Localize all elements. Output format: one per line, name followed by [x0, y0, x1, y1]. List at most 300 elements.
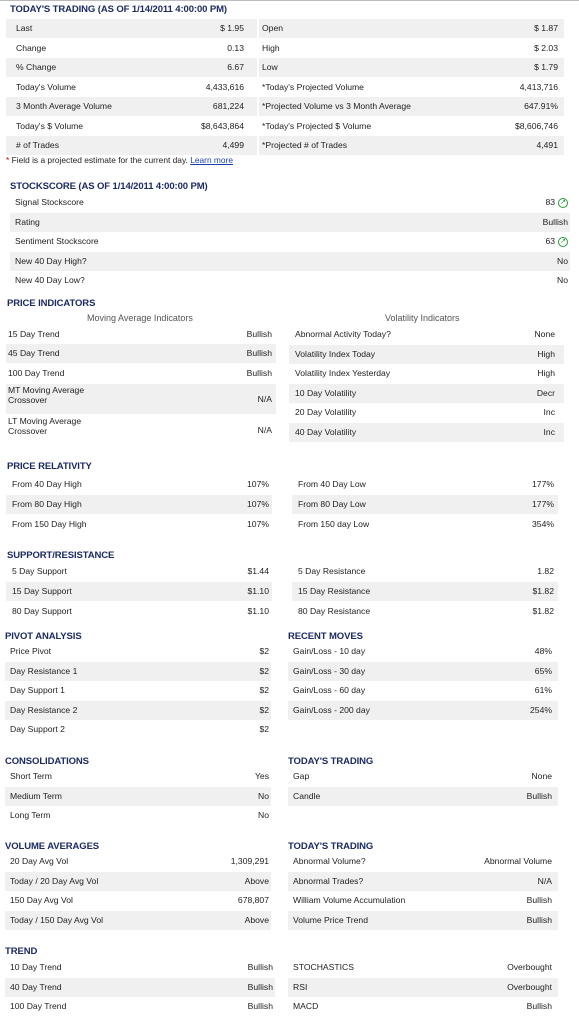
- trading-value-text: 0.13: [227, 42, 244, 53]
- stockscore-row: [10, 271, 570, 290]
- trading-2-value-text: Bullish: [526, 790, 552, 801]
- relativity-value-text: 107%: [247, 479, 269, 489]
- resistance-label: [298, 582, 458, 601]
- pivot-label-text: Price Pivot: [10, 646, 52, 656]
- volatility-value-text: Inc: [543, 426, 555, 437]
- indicator-value: [206, 325, 272, 344]
- volatility-value: [469, 364, 555, 383]
- recent-move-row: [288, 642, 558, 661]
- consolidation-value: [205, 787, 269, 806]
- trading-3-label-text: William Volume Accumulation: [293, 895, 406, 905]
- resistance-label-text: 80 Day Resistance: [298, 606, 371, 616]
- consolidation-label: [10, 767, 170, 786]
- oscillator-row: [288, 997, 558, 1016]
- trading-row-right: [259, 19, 564, 38]
- support-value: [206, 582, 269, 601]
- stockscore-value: [390, 232, 568, 251]
- indicator-label-text: MT Moving Average Crossover: [8, 385, 85, 405]
- stockscore-row: [10, 213, 570, 232]
- top-border: [0, 0, 579, 1]
- trading-row-left: [6, 117, 257, 136]
- relativity-value-text: 177%: [532, 479, 554, 489]
- trading-2-label-text: Candle: [293, 790, 321, 801]
- volatility-label-text: Volatility Index Yesterday: [295, 368, 391, 378]
- trend-value: [205, 978, 273, 997]
- volatility-label: [295, 345, 475, 364]
- support-label: [12, 582, 172, 601]
- oscillator-value: [468, 958, 552, 977]
- consolidation-row: [5, 806, 271, 825]
- volatility-row: [289, 384, 564, 403]
- volatility-row: [289, 364, 564, 383]
- indicator-value-text: Bullish: [246, 348, 272, 358]
- volume-average-label: [10, 872, 180, 891]
- consolidation-value-text: No: [258, 810, 269, 820]
- indicator-value: [206, 384, 272, 414]
- trading-value-text: 4,433,616: [205, 81, 244, 92]
- pivot-value: [205, 681, 269, 700]
- stockscore-label: [15, 232, 315, 251]
- relativity-label: [12, 495, 172, 514]
- relativity-label-text: From 150 Day High: [12, 519, 87, 529]
- trend-title: TREND: [5, 946, 38, 957]
- note-text: Field is a projected estimate for the current day.: [9, 155, 191, 165]
- trading-label: [262, 136, 482, 155]
- trading-2-label: [293, 787, 453, 806]
- volume-average-row: [5, 852, 271, 871]
- trend-value-text: Bullish: [247, 962, 273, 972]
- trading-value-text: 6.67: [227, 62, 244, 72]
- trend-label-text: 10 Day Trend: [10, 962, 62, 972]
- recent-move-row: [288, 662, 558, 681]
- trading-3-label: [293, 891, 463, 910]
- trading-3-label-text: Abnormal Volume?: [293, 856, 366, 866]
- pivot-value: [205, 701, 269, 720]
- trading-label: [16, 58, 176, 77]
- pivot-analysis-title: PIVOT ANALYSIS: [5, 631, 82, 642]
- volatility-label: [295, 364, 475, 383]
- resistance-value: [492, 582, 554, 601]
- trading-3-value-text: Bullish: [526, 914, 552, 925]
- trading-row-right: [259, 39, 564, 58]
- trading-row-right: [259, 78, 564, 97]
- volume-average-label: [10, 891, 180, 910]
- relativity-row-right: [292, 495, 558, 514]
- support-resistance-title: SUPPORT/RESISTANCE: [7, 550, 115, 561]
- trend-row: [5, 997, 275, 1016]
- relativity-value-text: 107%: [247, 499, 269, 509]
- volatility-label: [295, 403, 475, 422]
- trading-value: [459, 117, 558, 136]
- support-label-text: 5 Day Support: [12, 566, 67, 576]
- trend-label-text: 40 Day Trend: [10, 981, 62, 992]
- volume-average-value: [185, 872, 269, 891]
- resistance-value: [492, 562, 554, 581]
- trading-label-text: High: [262, 42, 280, 53]
- trading-3-value: [458, 911, 552, 930]
- relativity-value: [492, 515, 554, 534]
- indicator-label-text: 100 Day Trend: [8, 368, 65, 378]
- trading-row-right: [259, 136, 564, 155]
- relativity-value: [206, 475, 269, 494]
- trading-label: [16, 136, 176, 155]
- trading-label-text: *Projected Volume vs 3 Month Average: [262, 101, 411, 111]
- indicator-label: [8, 415, 118, 446]
- support-row: [6, 602, 272, 621]
- recent-move-value-text: 61%: [534, 685, 552, 695]
- todays-trading-2-row: [288, 767, 558, 786]
- consolidation-label: [10, 787, 170, 806]
- trend-row: [5, 958, 275, 977]
- trading-row-left: [6, 136, 257, 155]
- trading-value: [459, 136, 558, 155]
- oscillator-label: [293, 978, 453, 997]
- resistance-label-text: 5 Day Resistance: [298, 566, 366, 576]
- trading-value-text: $8,643,864: [200, 120, 244, 131]
- trading-value: [156, 39, 244, 58]
- resistance-row: [292, 602, 558, 621]
- stockscore-label-text: Signal Stockscore: [15, 197, 84, 207]
- indicator-label-text: 15 Day Trend: [8, 329, 60, 339]
- stockscore-label-text: Sentiment Stockscore: [15, 236, 99, 246]
- moving-average-row: [6, 384, 276, 414]
- volatility-row: [289, 325, 564, 344]
- pivot-label-text: Day Resistance 1: [10, 665, 78, 676]
- up-arrow-circle-icon: ↗: [558, 198, 568, 208]
- consolidation-value-text: Yes: [254, 771, 269, 781]
- relativity-row-left: [6, 495, 272, 514]
- volume-average-value-text: 1,309,291: [230, 856, 269, 866]
- volume-average-label: [10, 911, 180, 930]
- relativity-value: [492, 495, 554, 514]
- consolidation-value: [205, 806, 269, 825]
- volume-average-row: [5, 872, 271, 891]
- consolidations-title: CONSOLIDATIONS: [5, 756, 89, 767]
- volume-average-value-text: 678,807: [237, 895, 269, 905]
- indicator-label: [8, 384, 118, 415]
- trading-value: [156, 97, 244, 116]
- trading-label: [262, 117, 482, 136]
- indicator-label-text: 45 Day Trend: [8, 348, 60, 358]
- support-value: [206, 602, 269, 621]
- recent-move-row: [288, 681, 558, 700]
- trend-value: [205, 997, 273, 1016]
- stockscore-title: STOCKSCORE (AS OF 1/14/2011 4:00:00 PM): [10, 181, 208, 192]
- stockscore-row: [10, 232, 570, 251]
- indicator-value-text: Bullish: [246, 329, 272, 339]
- relativity-label: [298, 495, 458, 514]
- pivot-value-text: $2: [259, 704, 269, 715]
- trading-3-value: [458, 852, 552, 871]
- trading-value: [459, 58, 558, 77]
- trading-row-left: [6, 19, 257, 38]
- trading-2-value-text: None: [531, 771, 552, 781]
- stockscore-row: [10, 193, 570, 212]
- trading-3-label: [293, 911, 463, 930]
- todays-trading-3-row: [288, 911, 558, 930]
- todays-trading-2-row: [288, 787, 558, 806]
- support-value-text: $1.10: [247, 586, 269, 596]
- relativity-value-text: 177%: [532, 499, 554, 509]
- relativity-row-right: [292, 515, 558, 534]
- relativity-label: [12, 475, 172, 494]
- trend-row: [5, 978, 275, 997]
- relativity-value: [206, 495, 269, 514]
- moving-average-header: Moving Average Indicators: [87, 313, 193, 323]
- volatility-value: [469, 384, 555, 403]
- trading-3-value-text: N/A: [537, 875, 552, 886]
- resistance-label: [298, 602, 458, 621]
- volatility-label: [295, 384, 475, 403]
- oscillator-row: [288, 978, 558, 997]
- stockscore-label-text: New 40 Day High?: [15, 255, 87, 266]
- trading-value: [459, 78, 558, 97]
- recent-move-label-text: Gain/Loss - 30 day: [293, 665, 366, 676]
- volatility-label: [295, 423, 475, 442]
- pivot-label: [10, 662, 170, 681]
- volume-averages-title: VOLUME AVERAGES: [5, 841, 100, 852]
- trading-label-text: Today's Volume: [16, 81, 76, 92]
- stockscore-value-text: No: [557, 255, 568, 266]
- volatility-value-text: None: [534, 329, 555, 339]
- pivot-row: [5, 642, 271, 661]
- trading-value: [156, 136, 244, 155]
- stockscore-value-text: No: [557, 275, 568, 285]
- resistance-label-text: 15 Day Resistance: [298, 586, 371, 596]
- trading-value-text: 4,499: [222, 140, 244, 150]
- volume-average-value: [185, 852, 269, 871]
- pivot-value-text: $2: [259, 646, 269, 656]
- consolidation-row: [5, 767, 271, 786]
- trading-row-left: [6, 39, 257, 58]
- trading-label-text: Change: [16, 42, 47, 53]
- pivot-label-text: Day Support 1: [10, 685, 65, 695]
- moving-average-row: [6, 364, 276, 383]
- trading-value-text: 681,224: [212, 101, 244, 111]
- indicator-value: [206, 415, 272, 445]
- stockscore-label: [15, 213, 315, 232]
- support-label: [12, 602, 172, 621]
- trading-3-label-text: Volume Price Trend: [293, 914, 368, 925]
- resistance-value-text: 1.82: [537, 566, 554, 576]
- stockscore-label-text: Rating: [15, 216, 40, 227]
- stockscore-value: [390, 252, 568, 271]
- recent-move-label-text: Gain/Loss - 200 day: [293, 704, 370, 715]
- stockscore-row: [10, 252, 570, 271]
- stockscore-value: [390, 213, 568, 232]
- recent-move-label: [293, 642, 453, 661]
- stockscore-value: [390, 193, 568, 212]
- trading-label-text: Last: [16, 23, 33, 33]
- relativity-value: [206, 515, 269, 534]
- stockscore-label: [15, 271, 315, 290]
- pivot-value: [205, 720, 269, 739]
- trading-value: [156, 58, 244, 77]
- stockscore-label: [15, 252, 315, 271]
- volatility-label-text: Volatility Index Today: [295, 348, 376, 359]
- trading-value: [459, 39, 558, 58]
- stockscore-value: [390, 271, 568, 290]
- trend-label: [10, 958, 170, 977]
- pivot-row: [5, 662, 271, 681]
- price-relativity-title: PRICE RELATIVITY: [7, 461, 92, 472]
- support-value: [206, 562, 269, 581]
- trading-row-right: [259, 117, 564, 136]
- indicator-label: [8, 364, 118, 383]
- trading-3-value-text: Abnormal Volume: [484, 856, 552, 866]
- support-value-text: $1.44: [247, 566, 269, 576]
- trading-row-left: [6, 78, 257, 97]
- volatility-header: Volatility Indicators: [385, 313, 460, 323]
- oscillator-value: [468, 978, 552, 997]
- consolidation-label: [10, 806, 170, 825]
- volatility-value-text: High: [537, 368, 555, 378]
- consolidation-label-text: Medium Term: [10, 790, 62, 801]
- oscillator-value-text: Overbought: [507, 981, 552, 992]
- todays-trading-title: TODAY'S TRADING (AS OF 1/14/2011 4:00:00 PM): [10, 4, 227, 15]
- oscillator-label-text: RSI: [293, 981, 308, 992]
- volatility-value: [469, 345, 555, 364]
- volume-average-label-text: 20 Day Avg Vol: [10, 856, 69, 866]
- recent-move-value-text: 65%: [534, 665, 552, 676]
- trading-label-text: Open: [262, 23, 284, 33]
- recent-move-label: [293, 681, 453, 700]
- trading-3-value: [458, 872, 552, 891]
- resistance-row: [292, 582, 558, 601]
- trading-label: [262, 58, 482, 77]
- relativity-value-text: 354%: [532, 519, 554, 529]
- volume-average-value-text: Above: [244, 875, 269, 886]
- relativity-label: [12, 515, 172, 534]
- oscillator-value-text: Bullish: [526, 1001, 552, 1011]
- trading-label: [16, 97, 176, 116]
- volume-average-row: [5, 911, 271, 930]
- trading-label-text: Low: [262, 62, 278, 72]
- volume-average-label-text: Today / 20 Day Avg Vol: [10, 875, 99, 886]
- relativity-label-text: From 40 Day High: [12, 479, 82, 489]
- volume-average-label: [10, 852, 180, 871]
- oscillator-value-text: Overbought: [507, 962, 552, 972]
- pivot-value-text: $2: [259, 665, 269, 676]
- indicator-value-text: N/A: [257, 394, 272, 404]
- volatility-label-text: Abnormal Activity Today?: [295, 329, 391, 339]
- consolidation-value-text: No: [258, 790, 269, 801]
- oscillator-label-text: STOCHASTICS: [293, 962, 354, 972]
- resistance-value-text: $1.82: [532, 606, 554, 616]
- volatility-label-text: 20 Day Volatility: [295, 407, 357, 417]
- todays-trading-3-title: TODAY'S TRADING: [288, 841, 374, 852]
- resistance-row: [292, 562, 558, 581]
- learn-more-link[interactable]: Learn more: [190, 155, 234, 165]
- pivot-row: [5, 681, 271, 700]
- trading-row-left: [6, 97, 257, 116]
- recent-moves-title: RECENT MOVES: [288, 631, 363, 642]
- volatility-label-text: 40 Day Volatility: [295, 426, 357, 437]
- trading-2-value: [488, 787, 552, 806]
- consolidation-row: [5, 787, 271, 806]
- trading-label: [16, 117, 176, 136]
- relativity-label: [298, 475, 458, 494]
- volatility-row: [289, 423, 564, 442]
- volume-average-value: [185, 891, 269, 910]
- stockscore-value-text: 63: [545, 236, 555, 246]
- stockscore-label-text: New 40 Day Low?: [15, 275, 85, 285]
- relativity-row-left: [6, 475, 272, 494]
- volatility-row: [289, 345, 564, 364]
- pivot-label: [10, 642, 170, 661]
- volume-average-label-text: 150 Day Avg Vol: [10, 895, 73, 905]
- consolidation-label-text: Long Term: [10, 810, 51, 820]
- consolidation-value: [205, 767, 269, 786]
- trading-value: [156, 19, 244, 38]
- support-row: [6, 582, 272, 601]
- support-label-text: 15 Day Support: [12, 586, 72, 596]
- pivot-label: [10, 701, 170, 720]
- trend-value-text: Bullish: [247, 981, 273, 992]
- trading-value-text: $ 1.87: [534, 23, 558, 33]
- volatility-label: [295, 325, 475, 344]
- trading-label-text: *Today's Projected Volume: [262, 81, 364, 92]
- trading-label-text: # of Trades: [16, 140, 59, 150]
- recent-move-label: [293, 701, 453, 720]
- trading-label: [262, 97, 482, 116]
- oscillator-row: [288, 958, 558, 977]
- trading-row-left: [6, 58, 257, 77]
- support-label-text: 80 Day Support: [12, 606, 72, 616]
- trading-value-text: 4,413,716: [519, 81, 558, 92]
- trading-label: [262, 39, 482, 58]
- resistance-value: [492, 602, 554, 621]
- pivot-value-text: $2: [259, 685, 269, 695]
- trading-3-label: [293, 852, 463, 871]
- oscillator-label: [293, 958, 453, 977]
- consolidation-label-text: Short Term: [10, 771, 52, 781]
- trading-3-value-text: Bullish: [526, 895, 552, 905]
- moving-average-row: [6, 344, 276, 363]
- volatility-label-text: 10 Day Volatility: [295, 387, 357, 398]
- trading-label: [262, 19, 482, 38]
- todays-trading-3-row: [288, 872, 558, 891]
- stockscore-value-text: 83: [545, 197, 555, 207]
- up-arrow-circle-icon: ↗: [558, 237, 568, 247]
- stockscore-value-text: Bullish: [542, 216, 568, 227]
- relativity-label-text: From 80 Day High: [12, 499, 82, 509]
- trading-label-text: *Today's Projected $ Volume: [262, 120, 372, 131]
- trading-value-text: $8,606,746: [514, 120, 558, 131]
- trading-label: [16, 78, 176, 97]
- oscillator-label-text: MACD: [293, 1001, 319, 1011]
- todays-trading-3-row: [288, 852, 558, 871]
- recent-move-value: [488, 701, 552, 720]
- trading-value-text: $ 1.95: [220, 23, 244, 33]
- trend-label: [10, 978, 170, 997]
- pivot-label-text: Day Support 2: [10, 724, 65, 734]
- trend-label-text: 100 Day Trend: [10, 1001, 67, 1011]
- trend-label: [10, 997, 170, 1016]
- indicator-label-text: LT Moving Average Crossover: [8, 416, 82, 436]
- trading-value-text: 4,491: [536, 140, 558, 150]
- trading-3-label: [293, 872, 463, 891]
- volatility-row: [289, 403, 564, 422]
- volume-average-label-text: Today / 150 Day Avg Vol: [10, 914, 104, 925]
- recent-move-value-text: 254%: [530, 704, 552, 715]
- volume-average-value: [185, 911, 269, 930]
- stockscore-label: [15, 193, 315, 212]
- resistance-label: [298, 562, 458, 581]
- recent-move-label: [293, 662, 453, 681]
- pivot-label: [10, 681, 170, 700]
- trading-label-text: 3 Month Average Volume: [16, 101, 112, 111]
